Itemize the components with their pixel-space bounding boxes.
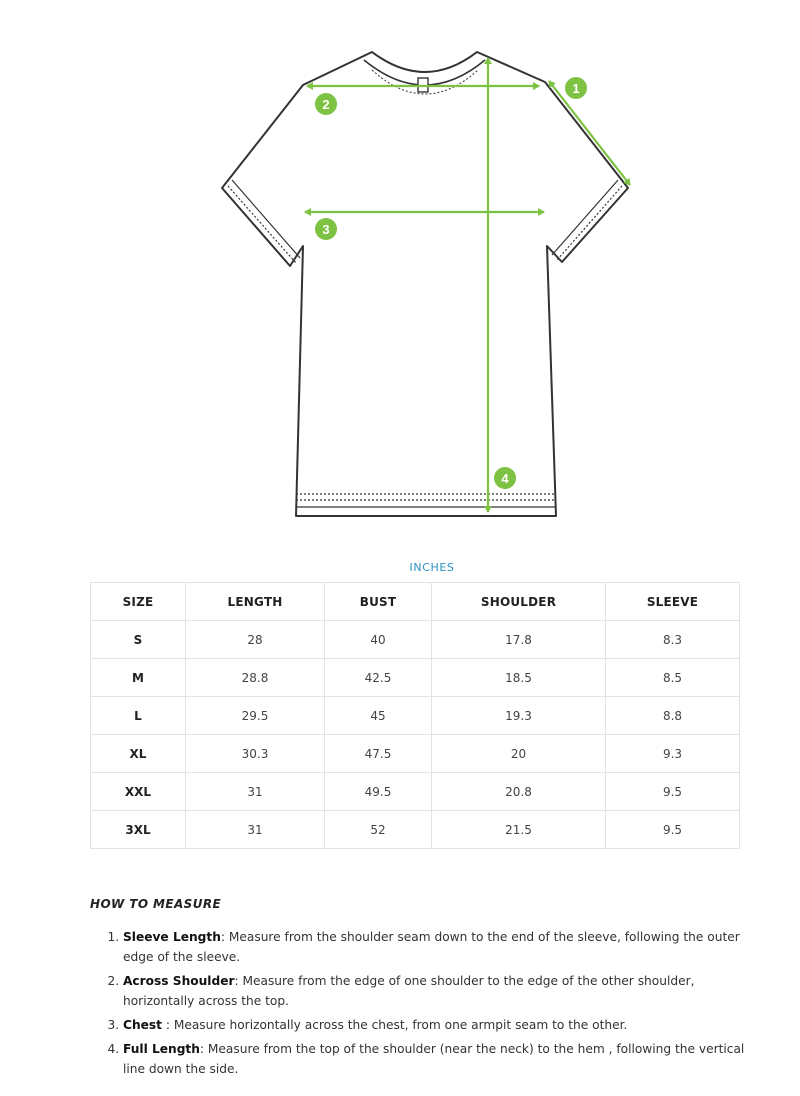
value-cell: 30.3 [186, 735, 325, 773]
step-sep: : [161, 1018, 170, 1032]
value-cell: 29.5 [186, 697, 325, 735]
how-to-measure-list [90, 927, 763, 1083]
value-cell: 52 [325, 811, 432, 849]
step-sep: : [220, 930, 225, 944]
header-length: LENGTH [186, 583, 325, 621]
svg-text:2: 2 [322, 97, 330, 112]
value-cell: 20 [432, 735, 606, 773]
value-cell: 9.5 [606, 811, 740, 849]
value-cell: 8.3 [606, 621, 740, 659]
size-cell: 3XL [91, 811, 186, 849]
step-sep: : [199, 1042, 205, 1056]
table-header-row [91, 583, 740, 621]
marker-4 [494, 467, 516, 489]
table-row [91, 773, 740, 811]
tshirt-outline [222, 52, 628, 516]
value-cell: 49.5 [325, 773, 432, 811]
step-text: Measure from the edge of one shoulder to the edge of the other shoulder, horizontally across the top. [123, 974, 695, 1008]
size-cell: S [91, 621, 186, 659]
list-item [123, 927, 763, 967]
marker-1 [565, 77, 587, 99]
table-row [91, 735, 740, 773]
value-cell: 19.3 [432, 697, 606, 735]
value-cell: 18.5 [432, 659, 606, 697]
value-cell: 31 [186, 773, 325, 811]
unit-label: INCHES [409, 561, 455, 574]
list-item [123, 971, 763, 1011]
marker-2 [315, 93, 337, 115]
step-term: Across Shoulder [123, 974, 235, 988]
table-row [91, 659, 740, 697]
step-term: Chest [123, 1018, 162, 1032]
table-row [91, 811, 740, 849]
header-sleeve: SLEEVE [606, 583, 740, 621]
svg-text:3: 3 [322, 222, 330, 237]
value-cell: 28.8 [186, 659, 325, 697]
list-item [123, 1015, 763, 1035]
value-cell: 8.8 [606, 697, 740, 735]
value-cell: 28 [186, 621, 325, 659]
value-cell: 9.3 [606, 735, 740, 773]
header-bust: BUST [325, 583, 432, 621]
value-cell: 20.8 [432, 773, 606, 811]
how-to-measure-title: HOW TO MEASURE [90, 897, 222, 911]
step-text: Measure horizontally across the chest, from one armpit seam to the other. [169, 1018, 628, 1032]
header-shoulder: SHOULDER [432, 583, 606, 621]
tshirt-measurement-diagram [0, 0, 800, 540]
size-cell: XL [91, 735, 186, 773]
marker-3 [315, 218, 337, 240]
size-cell: L [91, 697, 186, 735]
list-item [123, 1039, 763, 1079]
step-sep: : [234, 974, 239, 988]
value-cell: 9.5 [606, 773, 740, 811]
step-term: Full Length [123, 1042, 200, 1056]
size-cell: M [91, 659, 186, 697]
header-size: SIZE [91, 583, 186, 621]
value-cell: 45 [325, 697, 432, 735]
step-text: Measure from the shoulder seam down to the end of the sleeve, following the outer edge of the sleeve. [123, 930, 740, 964]
value-cell: 47.5 [325, 735, 432, 773]
step-text: Measure from the top of the shoulder (near the neck) to the hem , following the vertical line down the side. [123, 1042, 745, 1076]
size-cell: XXL [91, 773, 186, 811]
step-term: Sleeve Length [123, 930, 221, 944]
value-cell: 31 [186, 811, 325, 849]
svg-text:4: 4 [501, 471, 509, 486]
value-cell: 17.8 [432, 621, 606, 659]
value-cell: 40 [325, 621, 432, 659]
value-cell: 42.5 [325, 659, 432, 697]
svg-text:1: 1 [572, 81, 580, 96]
table-row [91, 621, 740, 659]
value-cell: 21.5 [432, 811, 606, 849]
table-row [91, 697, 740, 735]
size-chart-table [90, 582, 740, 849]
value-cell: 8.5 [606, 659, 740, 697]
